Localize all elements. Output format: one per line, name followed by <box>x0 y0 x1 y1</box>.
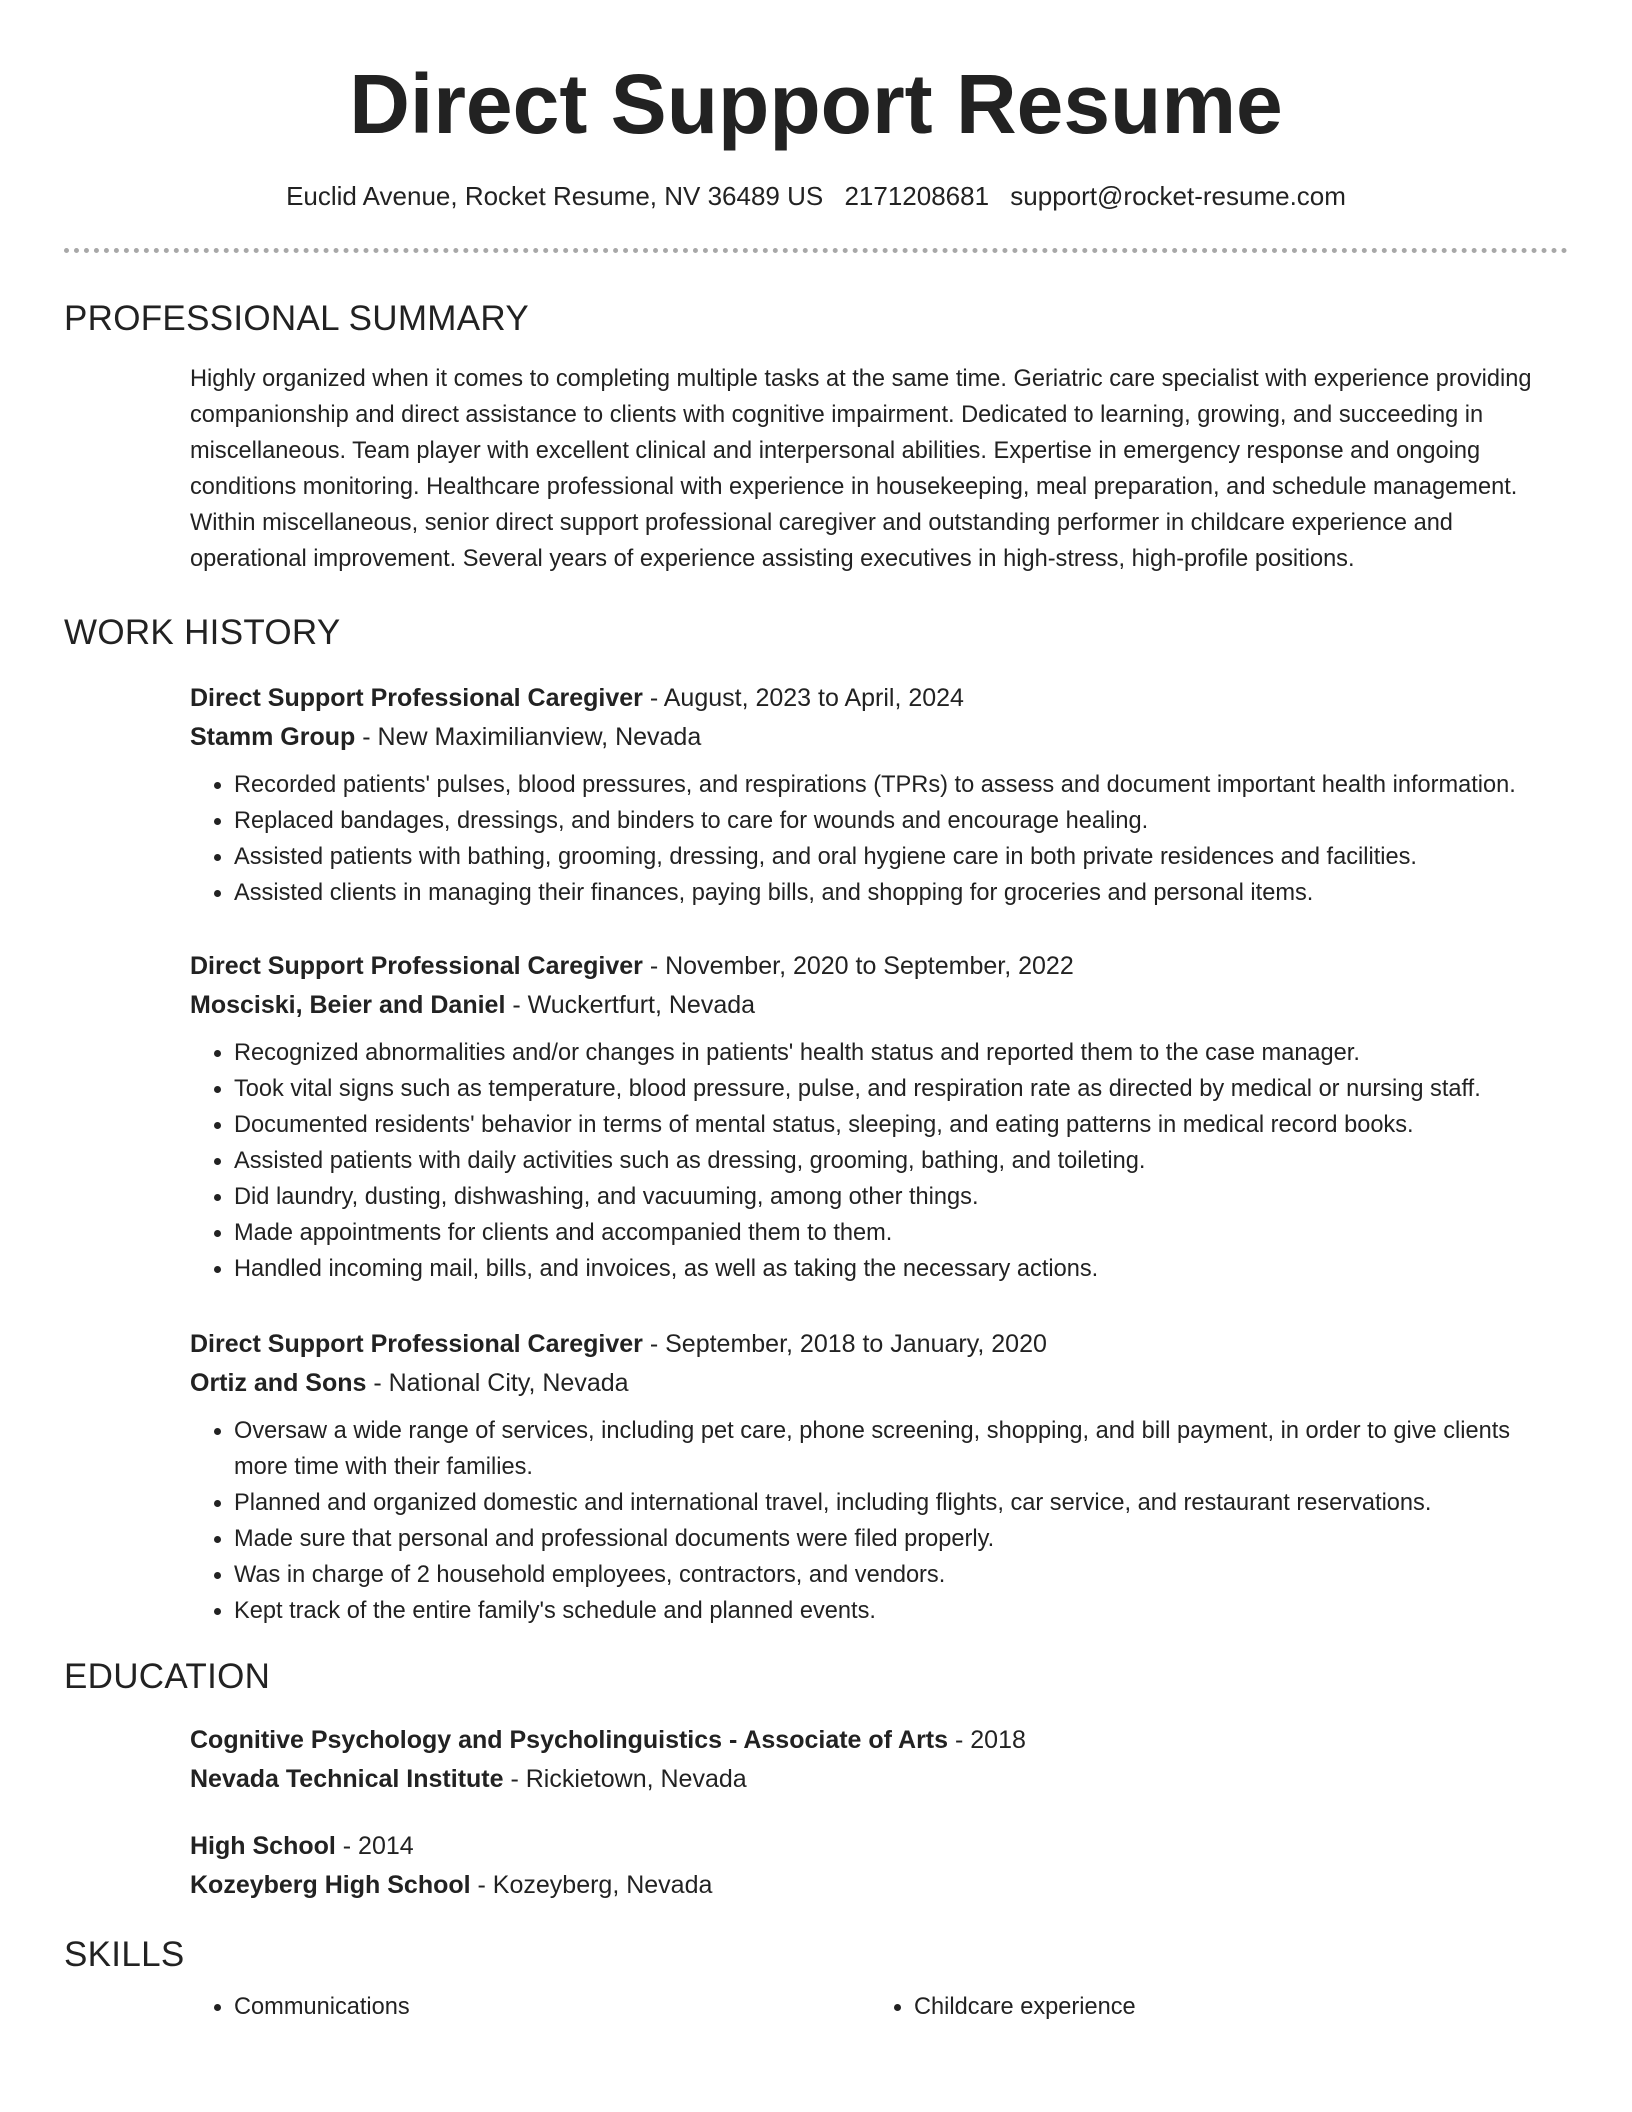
job-dates: - September, 2018 to January, 2020 <box>642 1330 1047 1358</box>
job-company: Ortiz and Sons <box>190 1369 367 1397</box>
job-bullet: • Recognized abnormalities and/or changes in patients' health status and reported them to the case manager. <box>234 1035 1568 1071</box>
contact-email: support@rocket-resume.com <box>1010 181 1346 211</box>
job-bullet: • Assisted patients with daily activities such as dressing, grooming, bathing, and toileting. <box>234 1143 1568 1179</box>
job-bullet: • Made sure that personal and professional documents were filed properly. <box>234 1521 1568 1557</box>
job-title: Direct Support Professional Caregiver <box>190 1330 643 1358</box>
job-bullet: • Planned and organized domestic and international travel, including flights, car service, and restaurant reservations. <box>234 1485 1568 1521</box>
skills-list <box>190 1989 1568 2049</box>
section-heading-work-history: WORK HISTORY <box>64 613 341 652</box>
job-entry <box>190 947 1568 1287</box>
education-entry <box>190 1721 1568 1799</box>
job-dates: - November, 2020 to September, 2022 <box>642 952 1074 980</box>
job-company: Stamm Group <box>190 723 356 751</box>
education-degree-line <box>190 1721 1568 1760</box>
header-divider <box>64 248 1568 253</box>
education-school-line <box>190 1866 1568 1905</box>
job-bullet: • Made appointments for clients and accompanied them to them. <box>234 1215 1568 1251</box>
job-bullet: • Documented residents' behavior in terms of mental status, sleeping, and eating patterns in medical record books. <box>234 1107 1568 1143</box>
resume-page <box>64 0 1568 2049</box>
job-bullet: • Kept track of the entire family's schedule and planned events. <box>234 1593 1568 1629</box>
job-bullet: • Assisted patients with bathing, grooming, dressing, and oral hygiene care in both private residences and facilities. <box>234 839 1568 875</box>
education-entry <box>190 1827 1568 1905</box>
job-location: - New Maximilianview, Nevada <box>355 723 702 751</box>
skills-column-right <box>870 1989 1136 2025</box>
job-bullet: • Assisted clients in managing their finances, paying bills, and shopping for groceries and personal items. <box>234 875 1568 911</box>
job-company: Mosciski, Beier and Daniel <box>190 991 506 1019</box>
job-title-line <box>190 679 1568 718</box>
education-school: Nevada Technical Institute <box>190 1765 504 1793</box>
job-location: - National City, Nevada <box>366 1369 629 1397</box>
contact-phone: 2171208681 <box>844 181 990 211</box>
job-bullet: • Recorded patients' pulses, blood pressures, and respirations (TPRs) to assess and document important health information. <box>234 767 1568 803</box>
job-location: - Wuckertfurt, Nevada <box>505 991 756 1019</box>
job-bullet: • Handled incoming mail, bills, and invoices, as well as taking the necessary actions. <box>234 1251 1568 1287</box>
section-heading-summary: PROFESSIONAL SUMMARY <box>64 299 529 338</box>
job-company-line <box>190 718 1568 757</box>
job-entry <box>190 679 1568 911</box>
contact-address: Euclid Avenue, Rocket Resume, NV 36489 US <box>286 181 824 211</box>
job-company-line <box>190 986 1568 1025</box>
education-school-line <box>190 1760 1568 1799</box>
job-title: Direct Support Professional Caregiver <box>190 952 643 980</box>
summary-text: Highly organized when it comes to completing multiple tasks at the same time. Geriatric care specialist with experience providing companionship and direct assistance to clients with cognitive impairment. Dedicated to learning, growing, and succeeding in miscellaneous. Team player with excellent clinical and interpersonal abilities. Expertise in emergency response and ongoing conditions monitoring. Healthcare professional with experience in housekeeping, meal preparation, and schedule management. Within miscellaneous, senior direct support professional caregiver and outstanding performer in childcare experience and operational improvement. Several years of experience assisting executives in high-stress, high-profile positions. <box>190 366 1532 572</box>
education-location: - Kozeyberg, Nevada <box>470 1871 713 1899</box>
education-degree: High School <box>190 1832 336 1860</box>
job-bullet-list <box>190 1035 1568 1287</box>
education-school: Kozeyberg High School <box>190 1871 471 1899</box>
job-bullet: • Did laundry, dusting, dishwashing, and vacuuming, among other things. <box>234 1179 1568 1215</box>
job-bullet-list <box>190 767 1568 911</box>
job-bullet: • Oversaw a wide range of services, including pet care, phone screening, shopping, and bill payment, in order to give clients more time with their families. <box>234 1413 1568 1485</box>
job-bullet: • Was in charge of 2 household employees, contractors, and vendors. <box>234 1557 1568 1593</box>
job-bullet-list <box>190 1413 1568 1629</box>
contact-line <box>64 180 1568 212</box>
section-heading-skills: SKILLS <box>64 1935 185 1974</box>
education-year: - 2018 <box>948 1726 1026 1754</box>
resume-title: Direct Support Resume <box>349 57 1283 151</box>
skill-item: • Communications <box>234 1989 410 2025</box>
job-title: Direct Support Professional Caregiver <box>190 684 643 712</box>
skills-column-left <box>190 1989 410 2025</box>
job-dates: - August, 2023 to April, 2024 <box>642 684 964 712</box>
education-year: - 2014 <box>335 1832 414 1860</box>
education-degree: Cognitive Psychology and Psycholinguistics - Associate of Arts <box>190 1726 949 1754</box>
job-bullet: • Replaced bandages, dressings, and binders to care for wounds and encourage healing. <box>234 803 1568 839</box>
skill-item: • Childcare experience <box>914 1989 1136 2025</box>
job-entry <box>190 1325 1568 1629</box>
education-degree-line <box>190 1827 1568 1866</box>
section-heading-education: EDUCATION <box>64 1657 271 1696</box>
job-title-line <box>190 1325 1568 1364</box>
job-company-line <box>190 1364 1568 1403</box>
job-title-line <box>190 947 1568 986</box>
education-location: - Rickietown, Nevada <box>503 1765 747 1793</box>
job-bullet: • Took vital signs such as temperature, blood pressure, pulse, and respiration rate as directed by medical or nursing staff. <box>234 1071 1568 1107</box>
